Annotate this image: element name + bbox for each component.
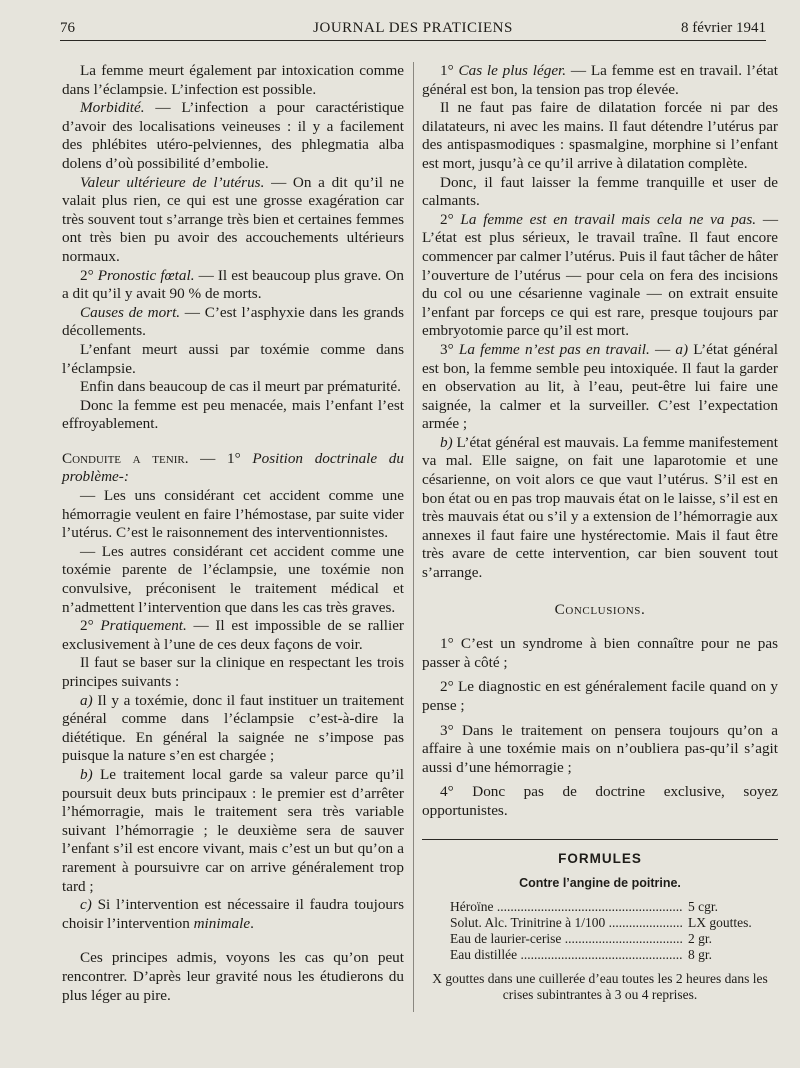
ingredient-name: Héroïne ..... [450,899,682,915]
paragraph: Il ne faut pas faire de dilatation forcée ni par des dilatateurs, ni avec les mains. Il faut détendre l’utérus par des antispasmodiques : spasmalgine, morphine si l’enfant est mort, jusqu’à ce qu’il arrive à dilatation complète. [422,99,778,172]
formules-box [422,850,778,1003]
right-column [422,62,778,1003]
ingredient-name: Solut. Alc. Trinitrine à 1/100 ..... [450,915,682,931]
formules-subtitle: Contre l’angine de poitrine. [519,876,681,891]
section-label: Cas le plus léger. [458,62,567,79]
conclusions-title: Conclusions. [554,600,646,618]
ingredient-dose: 2 gr. [688,930,713,946]
ingredient-name: Eau de laurier-cerise ..... [450,931,682,947]
conclusions-list [422,635,778,820]
section-label: Morbidité. [80,99,145,117]
paragraph: La femme meurt également par intoxication comme dans l’éclampsie. L’infection est possible. [62,62,404,98]
ingredient-dose: LX gouttes. [688,914,752,930]
section-label: Causes de mort. [80,303,181,321]
paragraph: Donc la femme est peu menacée, mais l’enfant l’est effroyablement. [62,396,404,433]
conclusion-item: 3° Dans le traitement on pensera toujours qu’on a affaire à une toxémie mais on n’oubliera pas-qu’il s’agit aussi d’une hémorragie ; [422,721,778,776]
journal-title: JOURNAL DES PRATICIENS [313,20,513,36]
paragraph: Causes de mort. — C’est l’asphyxie dans les grands décollements. [62,303,405,340]
paragraph: Morbidité. — L’infection a pour caractéristique d’avoir des localisations veineuses : il y a facilement des phlébites utéro-pelviennes, des phlegmatia alba dolens d’où possibilité d’embolie. [62,99,404,172]
paragraph: 2° Pratiquement. — Il est impossible de se rallier exclusivement à l’une de ces deux façons de voir. [62,617,404,653]
paragraph: 2° La femme est en travail mais cela ne va pas. — L’état est plus sérieux, le travail traîne. Il faut encore commencer par calmer l’utérus. Puis il faut tâcher de hâter l’ouverture de l’utérus — pour cela on fera des incisions du col ou une césarienne vaginale — on extrait ensuite l’enfant par forceps ce qui est rare, presque toujours par embryotomie parce qu’il est mort. [422,210,779,340]
dosage-note: X gouttes dans une cuillerée d’eau toutes les 2 heures dans les crises subintrantes à 3 ou 4 reprises. [432,970,768,1002]
paragraph: Donc, il faut laisser la femme tranquille et user de calmants. [422,173,778,210]
paragraph: 3° La femme n’est pas en travail. — a) L’état général est bon, la femme semble peu intoxiquée. Il faut la garder en observation au lit, à l’eau, peut-être lui faire une saignée, la calmer et la surveiller. C’est l’expectation armée ; [422,340,778,433]
conclusion-item: 1° C’est un syndrome à bien connaître pour ne pas passer à côté ; [422,635,778,671]
section-divider [422,839,778,840]
prescription-row [450,931,766,947]
section-label: Pratiquement. [100,617,187,635]
conclusion-item: 4° Donc pas de doctrine exclusive, soyez opportunistes. [422,783,778,819]
section-heading: Conduite a tenir. — 1° Position doctrinale du problème-: [62,449,404,486]
issue-date: 8 février 1941 [681,20,766,36]
ingredient-name: Eau distillée ..... [450,947,682,963]
paragraph: Il faut se baser sur la clinique en respectant les trois principes suivants : [62,654,404,690]
paragraph: 2° Pronostic fœtal. — Il est beaucoup plus grave. On a dit qu’il y avait 90 % de morts. [62,266,404,303]
paragraph: — Les uns considérant cet accident comme une hémorragie veulent en faire l’hémostase, par suite vider l’utérus. C’est le raisonnement des interventionnistes. [62,487,404,542]
paragraph: b) L’état général est mauvais. La femme manifestement va mal. Elle saigne, on fait une laparotomie et une césarienne, on voit alors ce que vaut l’utérus. S’il est en bon état ou en pas trop mauvais état on le laisse, s’il est en très mauvais état ou s’il y a extension de l’hémorragie aux annexes il faut faire une hystérectomie. Mais il faut être très avare de cette intervention, car bien souvent tout s’arrange. [422,433,778,582]
ingredient-dose: 5 cgr. [688,898,718,914]
paragraph: Ces principes admis, voyons les cas qu’on peut rencontrer. D’après leur gravité nous les étudierons du plus léger au pire. [62,949,404,1004]
paragraph: — Les autres considérant cet accident comme une toxémie parente de l’éclampsie, une toxémie non convulsive, préconisent le traitement médical et n’admettent l’intervention que dans les cas très graves. [62,542,404,616]
left-column [62,62,404,1005]
conclusion-item: 2° Le diagnostic en est généralement facile quand on y pense ; [422,678,778,714]
section-label: Valeur ultérieure de l’utérus. [80,173,265,191]
prescription-row [450,947,766,963]
paragraph: 1° Cas le plus léger. — La femme est en travail. l’état général est bon, la tension pas trop élevée. [422,62,778,98]
prescription [450,899,766,963]
prescription-row [450,899,766,915]
section-label: Pronostic fœtal. [97,266,195,284]
paragraph: c) Si l’intervention est nécessaire il faudra toujours choisir l’intervention minimale. [62,896,404,932]
prescription-row [450,915,766,931]
column-separator [413,62,414,1012]
paragraph: Valeur ultérieure de l’utérus. — On a dit qu’il ne valait plus rien, ce qui est une grosse exagération car très souvent tout s’arrange très bien et certaines femmes ont très bien pu avoir des accouchements ultérieurs normaux. [62,173,404,265]
page-number: 76 [60,20,75,36]
ingredient-dose: 8 gr. [688,946,713,962]
paragraph: Enfin dans beaucoup de cas il meurt par prématurité. [80,378,401,396]
formules-title: FORMULES [558,850,642,866]
paragraph: b) Le traitement local garde sa valeur parce qu’il poursuit deux buts principaux : le premier est d’arrêter l’hémorragie, mais le traitement sera très variable suivant l’hémorragie ; le deuxième sera de sauver l’enfant s’il est encore vivant, mais c’est un but qu’on a rarement à poursuivre car on arrive généralement trop tard ; [62,765,404,895]
paragraph: a) Il y a toxémie, donc il faut instituer un traitement général comme dans l’éclampsie c’est-à-dire la diététique. En général la saignée ne s’impose pas puisque la nature s’en est chargée ; [62,691,404,765]
section-label: La femme n’est pas en travail. [458,340,650,358]
running-header [60,18,766,41]
paragraph: L’enfant meurt aussi par toxémie comme dans l’éclampsie. [62,340,404,377]
section-label: La femme est en travail mais cela ne va pas. [460,210,757,228]
